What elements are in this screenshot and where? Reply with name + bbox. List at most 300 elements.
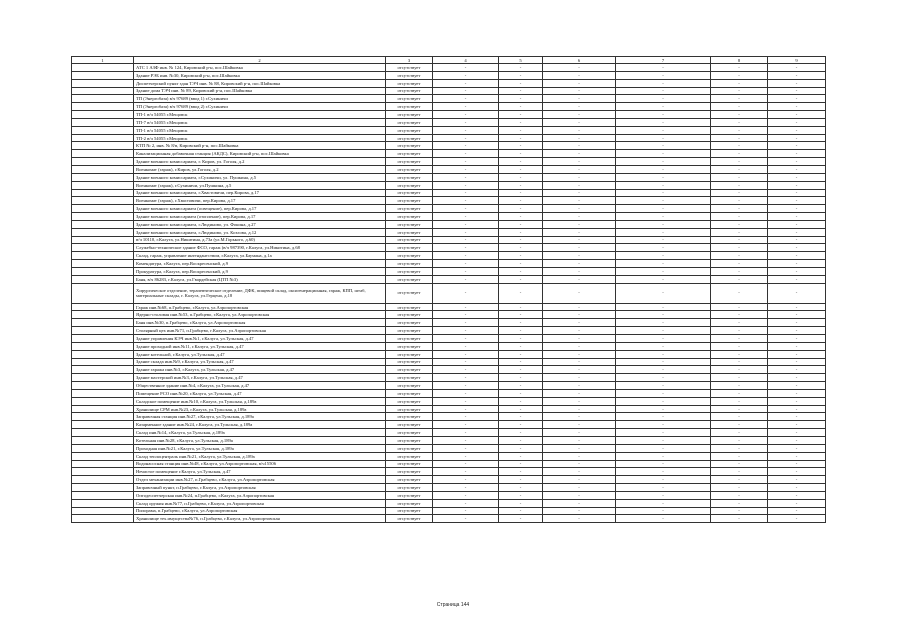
empty-value-cell: - <box>499 126 543 134</box>
status-cell: отсутствует <box>386 252 433 260</box>
empty-value-cell: - <box>543 252 616 260</box>
empty-value-cell: - <box>711 436 768 444</box>
empty-value-cell: - <box>499 358 543 366</box>
row-index-cell <box>72 436 134 444</box>
empty-value-cell: - <box>768 460 826 468</box>
empty-value-cell: - <box>768 197 826 205</box>
empty-value-cell: - <box>768 79 826 87</box>
object-name-cell: Водонасосная станция инв.№48, г.Калуга, ул.Аэропортовская, в/ч15506 <box>134 460 386 468</box>
object-name-cell: Гараж инв.№68, п.Грабцево, г.Калуга, ул.Аэропортовская <box>134 303 386 311</box>
empty-value-cell: - <box>616 228 711 236</box>
table-row <box>72 165 826 173</box>
empty-value-cell: - <box>616 197 711 205</box>
empty-value-cell: - <box>499 382 543 390</box>
row-index-cell <box>72 220 134 228</box>
row-index-cell <box>72 468 134 476</box>
empty-value-cell: - <box>433 405 499 413</box>
row-index-cell <box>72 413 134 421</box>
empty-value-cell: - <box>768 189 826 197</box>
object-name-cell: Общественное здание инв.№4, г.Калуга, ул.Тульская, д.47 <box>134 382 386 390</box>
status-cell: отсутствует <box>386 476 433 484</box>
empty-value-cell: - <box>768 499 826 507</box>
empty-value-cell: - <box>711 358 768 366</box>
empty-value-cell: - <box>499 397 543 405</box>
empty-value-cell: - <box>711 366 768 374</box>
empty-value-cell: - <box>616 327 711 335</box>
empty-value-cell: - <box>543 79 616 87</box>
status-cell: отсутствует <box>386 142 433 150</box>
empty-value-cell: - <box>433 382 499 390</box>
empty-value-cell: - <box>543 342 616 350</box>
empty-value-cell: - <box>543 103 616 111</box>
row-index-cell <box>72 64 134 72</box>
empty-value-cell: - <box>543 111 616 119</box>
empty-value-cell: - <box>711 335 768 343</box>
table-row <box>72 382 826 390</box>
empty-value-cell: - <box>711 476 768 484</box>
empty-value-cell: - <box>499 468 543 476</box>
empty-value-cell: - <box>499 311 543 319</box>
table-row <box>72 444 826 452</box>
empty-value-cell: - <box>616 484 711 492</box>
object-name-cell: Комендатура, г.Калуга, пер.Воскресенский, д.9 <box>134 260 386 268</box>
empty-value-cell: - <box>543 366 616 374</box>
empty-value-cell: - <box>768 452 826 460</box>
empty-value-cell: - <box>616 126 711 134</box>
empty-value-cell: - <box>543 220 616 228</box>
empty-value-cell: - <box>616 118 711 126</box>
empty-value-cell: - <box>711 327 768 335</box>
empty-value-cell: - <box>711 95 768 103</box>
empty-value-cell: - <box>616 111 711 119</box>
status-cell: отсутствует <box>386 335 433 343</box>
empty-value-cell: - <box>543 468 616 476</box>
object-name-cell: Отдел механизации инв.№27, п.Грабцево, г.Калуга, ул.Аэропортовская <box>134 476 386 484</box>
empty-value-cell: - <box>543 358 616 366</box>
column-header: 2 <box>134 57 386 64</box>
table-row <box>72 189 826 197</box>
object-name-cell: ТП (Энергобаза) в/ч 97689 (ввод 2) г.Сухиничи <box>134 103 386 111</box>
table-row <box>72 311 826 319</box>
empty-value-cell: - <box>616 71 711 79</box>
empty-value-cell: - <box>433 197 499 205</box>
object-name-cell: Здание военного комиссариата, г. Киров, ул. Гоголя, д.2 <box>134 158 386 166</box>
empty-value-cell: - <box>543 189 616 197</box>
empty-value-cell: - <box>433 236 499 244</box>
table-row <box>72 213 826 221</box>
empty-value-cell: - <box>616 476 711 484</box>
empty-value-cell: - <box>616 342 711 350</box>
empty-value-cell: - <box>543 150 616 158</box>
empty-value-cell: - <box>711 515 768 523</box>
row-index-cell <box>72 311 134 319</box>
row-index-cell <box>72 189 134 197</box>
empty-value-cell: - <box>543 389 616 397</box>
empty-value-cell: - <box>768 118 826 126</box>
empty-value-cell: - <box>499 491 543 499</box>
status-cell: отсутствует <box>386 236 433 244</box>
empty-value-cell: - <box>616 87 711 95</box>
table-row <box>72 468 826 476</box>
empty-value-cell: - <box>616 436 711 444</box>
empty-value-cell: - <box>499 71 543 79</box>
empty-value-cell: - <box>433 350 499 358</box>
row-index-cell <box>72 283 134 303</box>
empty-value-cell: - <box>768 220 826 228</box>
empty-value-cell: - <box>433 228 499 236</box>
empty-value-cell: - <box>433 374 499 382</box>
empty-value-cell: - <box>543 319 616 327</box>
row-index-cell <box>72 382 134 390</box>
empty-value-cell: - <box>433 71 499 79</box>
row-index-cell <box>72 515 134 523</box>
status-cell: отсутствует <box>386 374 433 382</box>
empty-value-cell: - <box>616 79 711 87</box>
empty-value-cell: - <box>499 197 543 205</box>
row-index-cell <box>72 303 134 311</box>
object-name-cell: Склад оружия инв.№77, п.Грабцево, г.Калуга, ул.Аэропортовская <box>134 499 386 507</box>
empty-value-cell: - <box>768 484 826 492</box>
empty-value-cell: - <box>616 165 711 173</box>
empty-value-cell: - <box>543 197 616 205</box>
empty-value-cell: - <box>768 358 826 366</box>
status-cell: отсутствует <box>386 311 433 319</box>
object-name-cell: ТП-1 в/ч 54055 г.Мещовск <box>134 126 386 134</box>
empty-value-cell: - <box>616 283 711 303</box>
empty-value-cell: - <box>543 405 616 413</box>
empty-value-cell: - <box>433 460 499 468</box>
empty-value-cell: - <box>616 460 711 468</box>
empty-value-cell: - <box>768 366 826 374</box>
empty-value-cell: - <box>616 389 711 397</box>
empty-value-cell: - <box>499 87 543 95</box>
empty-value-cell: - <box>768 87 826 95</box>
empty-value-cell: - <box>543 283 616 303</box>
empty-value-cell: - <box>768 173 826 181</box>
object-name-cell: АТС 1 АЗФ инв. № 124, Кировский р-н, пос.Шайковка <box>134 64 386 72</box>
status-cell: отсутствует <box>386 126 433 134</box>
empty-value-cell: - <box>433 319 499 327</box>
empty-value-cell: - <box>711 71 768 79</box>
empty-value-cell: - <box>433 79 499 87</box>
empty-value-cell: - <box>433 507 499 515</box>
row-index-cell <box>72 134 134 142</box>
empty-value-cell: - <box>499 181 543 189</box>
status-cell: отсутствует <box>386 134 433 142</box>
status-cell: отсутствует <box>386 499 433 507</box>
status-cell: отсутствует <box>386 158 433 166</box>
status-cell: отсутствует <box>386 358 433 366</box>
empty-value-cell: - <box>499 476 543 484</box>
empty-value-cell: - <box>433 303 499 311</box>
empty-value-cell: - <box>616 452 711 460</box>
row-index-cell <box>72 452 134 460</box>
empty-value-cell: - <box>768 397 826 405</box>
empty-value-cell: - <box>499 507 543 515</box>
table-row <box>72 126 826 134</box>
empty-value-cell: - <box>768 126 826 134</box>
empty-value-cell: - <box>433 126 499 134</box>
empty-value-cell: - <box>433 205 499 213</box>
row-index-cell <box>72 150 134 158</box>
empty-value-cell: - <box>711 452 768 460</box>
empty-value-cell: - <box>768 71 826 79</box>
object-name-cell: Складское помещение инв.№10, г.Калуга, ул.Тульская, д.189а <box>134 397 386 405</box>
empty-value-cell: - <box>768 228 826 236</box>
status-cell: отсутствует <box>386 460 433 468</box>
empty-value-cell: - <box>543 499 616 507</box>
column-header: 7 <box>616 57 711 64</box>
status-cell: отсутствует <box>386 189 433 197</box>
empty-value-cell: - <box>711 197 768 205</box>
row-index-cell <box>72 173 134 181</box>
table-row <box>72 476 826 484</box>
empty-value-cell: - <box>616 421 711 429</box>
empty-value-cell: - <box>543 165 616 173</box>
empty-value-cell: - <box>433 103 499 111</box>
row-index-cell <box>72 126 134 134</box>
empty-value-cell: - <box>433 366 499 374</box>
status-cell: отсутствует <box>386 429 433 437</box>
empty-value-cell: - <box>768 244 826 252</box>
object-name-cell: Оптодеспетчерская инв.№24, п.Грабцево, г.Калуга, ул.Аэропортовская <box>134 491 386 499</box>
table-row <box>72 142 826 150</box>
empty-value-cell: - <box>768 327 826 335</box>
empty-value-cell: - <box>616 213 711 221</box>
empty-value-cell: - <box>616 220 711 228</box>
empty-value-cell: - <box>768 342 826 350</box>
object-name-cell: Котельная инв.№28, г.Калуга, ул.Тульская, д.189а <box>134 436 386 444</box>
row-index-cell <box>72 507 134 515</box>
empty-value-cell: - <box>616 491 711 499</box>
status-cell: отсутствует <box>386 64 433 72</box>
empty-value-cell: - <box>616 515 711 523</box>
row-index-cell <box>72 460 134 468</box>
empty-value-cell: - <box>433 421 499 429</box>
row-index-cell <box>72 484 134 492</box>
empty-value-cell: - <box>543 118 616 126</box>
empty-value-cell: - <box>616 142 711 150</box>
table-row <box>72 303 826 311</box>
table-row <box>72 429 826 437</box>
object-name-cell: Военкомат (гараж), г.Сухиничи, ул.Пушкина, д.5 <box>134 181 386 189</box>
table-row <box>72 350 826 358</box>
empty-value-cell: - <box>433 252 499 260</box>
status-cell: отсутствует <box>386 118 433 126</box>
object-name-cell: Здание военного комиссариата, г.Сухиничи, ул. Пушкина, д.5 <box>134 173 386 181</box>
empty-value-cell: - <box>433 311 499 319</box>
empty-value-cell: - <box>768 335 826 343</box>
status-cell: отсутствует <box>386 327 433 335</box>
empty-value-cell: - <box>711 342 768 350</box>
object-name-cell: Склад инв.№14, г.Калуга, ул.Тульская, д.189а <box>134 429 386 437</box>
empty-value-cell: - <box>543 236 616 244</box>
empty-value-cell: - <box>768 142 826 150</box>
empty-value-cell: - <box>433 134 499 142</box>
table-row <box>72 460 826 468</box>
empty-value-cell: - <box>711 252 768 260</box>
empty-value-cell: - <box>616 507 711 515</box>
empty-value-cell: - <box>499 429 543 437</box>
empty-value-cell: - <box>543 71 616 79</box>
empty-value-cell: - <box>711 283 768 303</box>
object-name-cell: Проходная инв.№21, г.Калуга, ул.Тульская, д.189а <box>134 444 386 452</box>
table-row <box>72 484 826 492</box>
object-name-cell: ТП-1 в/ч 54055 г.Мещовск <box>134 111 386 119</box>
empty-value-cell: - <box>543 436 616 444</box>
empty-value-cell: - <box>616 444 711 452</box>
empty-value-cell: - <box>711 460 768 468</box>
empty-value-cell: - <box>499 205 543 213</box>
row-index-cell <box>72 260 134 268</box>
empty-value-cell: - <box>543 275 616 283</box>
empty-value-cell: - <box>711 303 768 311</box>
empty-value-cell: - <box>768 311 826 319</box>
table-row <box>72 134 826 142</box>
empty-value-cell: - <box>433 64 499 72</box>
empty-value-cell: - <box>711 228 768 236</box>
row-index-cell <box>72 165 134 173</box>
empty-value-cell: - <box>543 213 616 221</box>
empty-value-cell: - <box>499 421 543 429</box>
empty-value-cell: - <box>768 303 826 311</box>
row-index-cell <box>72 358 134 366</box>
empty-value-cell: - <box>616 311 711 319</box>
column-header: 9 <box>768 57 826 64</box>
empty-value-cell: - <box>499 260 543 268</box>
empty-value-cell: - <box>433 189 499 197</box>
table-row <box>72 244 826 252</box>
empty-value-cell: - <box>711 126 768 134</box>
empty-value-cell: - <box>499 374 543 382</box>
table-row <box>72 71 826 79</box>
empty-value-cell: - <box>543 142 616 150</box>
table-row <box>72 87 826 95</box>
empty-value-cell: - <box>499 64 543 72</box>
empty-value-cell: - <box>543 64 616 72</box>
table-row <box>72 421 826 429</box>
empty-value-cell: - <box>711 484 768 492</box>
empty-value-cell: - <box>768 236 826 244</box>
empty-value-cell: - <box>433 95 499 103</box>
object-name-cell: Служебно-техническое здание ФСО, гараж (в/ч 987390, г.Калуга, ул.Никитина, д.68 <box>134 244 386 252</box>
table-row <box>72 267 826 275</box>
empty-value-cell: - <box>433 275 499 283</box>
row-index-cell <box>72 491 134 499</box>
row-index-cell <box>72 429 134 437</box>
empty-value-cell: - <box>616 405 711 413</box>
row-index-cell <box>72 79 134 87</box>
empty-value-cell: - <box>433 476 499 484</box>
status-cell: отсутствует <box>386 275 433 283</box>
object-name-cell: Здание склада инв.№9, г.Калуга, ул.Тульская, д.47 <box>134 358 386 366</box>
empty-value-cell: - <box>543 476 616 484</box>
empty-value-cell: - <box>433 491 499 499</box>
empty-value-cell: - <box>711 350 768 358</box>
empty-value-cell: - <box>711 311 768 319</box>
empty-value-cell: - <box>433 260 499 268</box>
status-cell: отсутствует <box>386 228 433 236</box>
empty-value-cell: - <box>499 213 543 221</box>
table-row <box>72 413 826 421</box>
column-header: 8 <box>711 57 768 64</box>
row-index-cell <box>72 228 134 236</box>
empty-value-cell: - <box>543 413 616 421</box>
empty-value-cell: - <box>768 213 826 221</box>
empty-value-cell: - <box>499 236 543 244</box>
empty-value-cell: - <box>433 397 499 405</box>
empty-value-cell: - <box>543 421 616 429</box>
empty-value-cell: - <box>711 213 768 221</box>
status-cell: отсутствует <box>386 95 433 103</box>
empty-value-cell: - <box>711 429 768 437</box>
table-row <box>72 319 826 327</box>
empty-value-cell: - <box>711 382 768 390</box>
empty-value-cell: - <box>499 499 543 507</box>
status-cell: отсутствует <box>386 283 433 303</box>
empty-value-cell: - <box>433 283 499 303</box>
empty-value-cell: - <box>499 79 543 87</box>
status-cell: отсутствует <box>386 181 433 189</box>
table-row <box>72 220 826 228</box>
object-name-cell: Хирургическое отделение, терапевтическое отделение, ДФК, пищевой склад, оксигенерационная, гараж, КПП, штаб, материальные склады, г. Калуга, ул.Герцена, д.18 <box>134 283 386 303</box>
status-cell: отсутствует <box>386 389 433 397</box>
empty-value-cell: - <box>616 366 711 374</box>
object-name-cell: Здание РЭБ инв. №30, Кировский р-н, пос.Шайковка <box>134 71 386 79</box>
empty-value-cell: - <box>499 111 543 119</box>
empty-value-cell: - <box>433 244 499 252</box>
status-cell: отсутствует <box>386 405 433 413</box>
row-index-cell <box>72 236 134 244</box>
status-cell: отсутствует <box>386 260 433 268</box>
table-row <box>72 173 826 181</box>
table-row <box>72 507 826 515</box>
status-cell: отсутствует <box>386 413 433 421</box>
empty-value-cell: - <box>711 397 768 405</box>
empty-value-cell: - <box>543 158 616 166</box>
row-index-cell <box>72 181 134 189</box>
table-row <box>72 103 826 111</box>
empty-value-cell: - <box>543 267 616 275</box>
row-index-cell <box>72 103 134 111</box>
empty-value-cell: - <box>433 87 499 95</box>
status-cell: отсутствует <box>386 111 433 119</box>
row-index-cell <box>72 366 134 374</box>
empty-value-cell: - <box>433 213 499 221</box>
object-name-cell: Баня инв.№30, п.Грабцево, г.Калуга, ул.Аэропортовская <box>134 319 386 327</box>
empty-value-cell: - <box>768 389 826 397</box>
status-cell: отсутствует <box>386 319 433 327</box>
empty-value-cell: - <box>768 275 826 283</box>
empty-value-cell: - <box>616 382 711 390</box>
empty-value-cell: - <box>768 134 826 142</box>
object-name-cell: ТП (Энергобаза) в/ч 97689 (ввод 1) г.Сухиничи <box>134 95 386 103</box>
empty-value-cell: - <box>768 158 826 166</box>
empty-value-cell: - <box>711 275 768 283</box>
object-name-cell: Столярный цех инв.№71, п.Грабцево, г.Калуга, ул.Аэропортовская <box>134 327 386 335</box>
empty-value-cell: - <box>433 468 499 476</box>
table-row <box>72 515 826 523</box>
empty-value-cell: - <box>499 452 543 460</box>
empty-value-cell: - <box>711 134 768 142</box>
status-cell: отсутствует <box>386 267 433 275</box>
empty-value-cell: - <box>768 181 826 189</box>
empty-value-cell: - <box>543 173 616 181</box>
object-name-cell: Здание проходной инв.№11, г.Калуга, ул.Тульская, д.47 <box>134 342 386 350</box>
empty-value-cell: - <box>768 491 826 499</box>
table-row <box>72 197 826 205</box>
empty-value-cell: - <box>543 205 616 213</box>
